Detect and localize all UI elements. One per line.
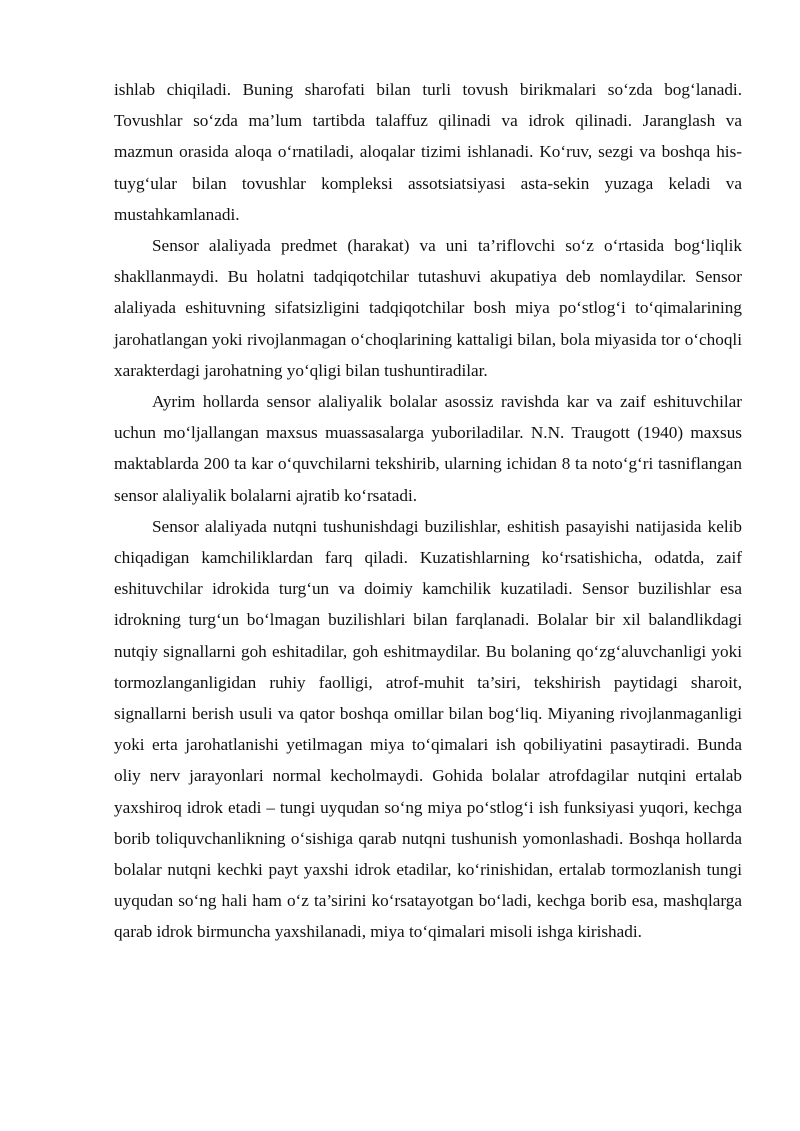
- paragraph-continued: ishlab chiqiladi. Buning sharofati bilan turli tovush birikmalari so‘zda bog‘lanadi. Tovushlar so‘zda ma’lum tartibda talaffuz qilinadi va idrok qilinadi. Jaranglash va mazmun orasida aloqa o‘rnatiladi, aloqalar tizimi ishlanadi. Ko‘ruv, sezgi va boshqa his-tuyg‘ular bilan tovushlar kompleksi assotsiatsiyasi asta-sekin yuzaga keladi va mustahkamlanadi.: [114, 80, 742, 224]
- paragraph-sensor-alalia-definition: Sensor alaliyada predmet (harakat) va uni ta’riflovchi so‘z o‘rtasida bog‘liqlik shakllanmaydi. Bu holatni tadqiqotchilar tutashuvi akupatiya deb nomlaydilar. Sensor alaliyada eshituvning sifatsizligini tadqiqotchilar bosh miya po‘stlog‘i to‘qimalarining jarohatlangan yoki rivojlanmagan o‘choqlarining kattaligi bilan, bola miyasida tor o‘choqli xarakterdagi jarohatning yo‘qligi bilan tushuntiradilar.: [114, 236, 742, 380]
- paragraph-speech-understanding: Sensor alaliyada nutqni tushunishdagi buzilishlar, eshitish pasayishi natijasida kelib chiqadigan kamchiliklardan farq qiladi. Kuzatishlarning ko‘rsatishicha, odatda, zaif eshituvchilar idrokida turg‘un va doimiy kamchilik kuzatiladi. Sensor buzilishlar esa idrokning turg‘un bo‘lmagan buzilishlari bilan farqlanadi. Bolalar bir xil balandlikdagi nutqiy signallarni goh eshitadilar, goh eshitmaydilar. Bu bolaning qo‘zg‘aluvchanligi yoki tormozlanganligidan ruhiy faolligi, atrof-muhit ta’siri, tekshirish paytidagi sharoit, signallarni berish usuli va qator boshqa omillar bilan bog‘liq. Miyaning rivojlanmaganligi yoki erta jarohatlanishi yetilmagan miya to‘qimalari ish qobiliyatini pasaytiradi. Bunda oliy nerv jarayonlari normal kecholmaydi. Gohida bolalar atrofdagilar nutqini ertalab yaxshiroq idrok etadi – tungi uyqudan so‘ng miya po‘stlog‘i ish funksiyasi yuqori, kechga borib toliquvchanlikning o‘sishiga qarab nutqni tushunish yomonlashadi. Boshqa hollarda bolalar nutqni kechki payt yaxshi idrok etadilar, ko‘rinishidan, ertalab tormozlanish tungi uyqudan so‘ng hali ham o‘z ta’sirini ko‘rsatayotgan bo‘ladi, kechga borib esa, mashqlarga qarab idrok birmuncha yaxshilanadi, miya to‘qimalari misoli ishga kirishadi.: [114, 516, 742, 942]
- body-text: [114, 74, 742, 948]
- paragraph-traugott-study: Ayrim hollarda sensor alaliyalik bolalar asossiz ravishda kar va zaif eshituvchilar uchun mo‘ljallangan maxsus muassasalarga yuboriladilar. N.N. Traugott (1940) maxsus maktablarda 200 ta kar o‘quvchilarni tekshirib, ularning ichidan 8 ta noto‘g‘ri tasniflangan sensor alaliyalik bolalarni ajratib ko‘rsatadi.: [114, 392, 742, 505]
